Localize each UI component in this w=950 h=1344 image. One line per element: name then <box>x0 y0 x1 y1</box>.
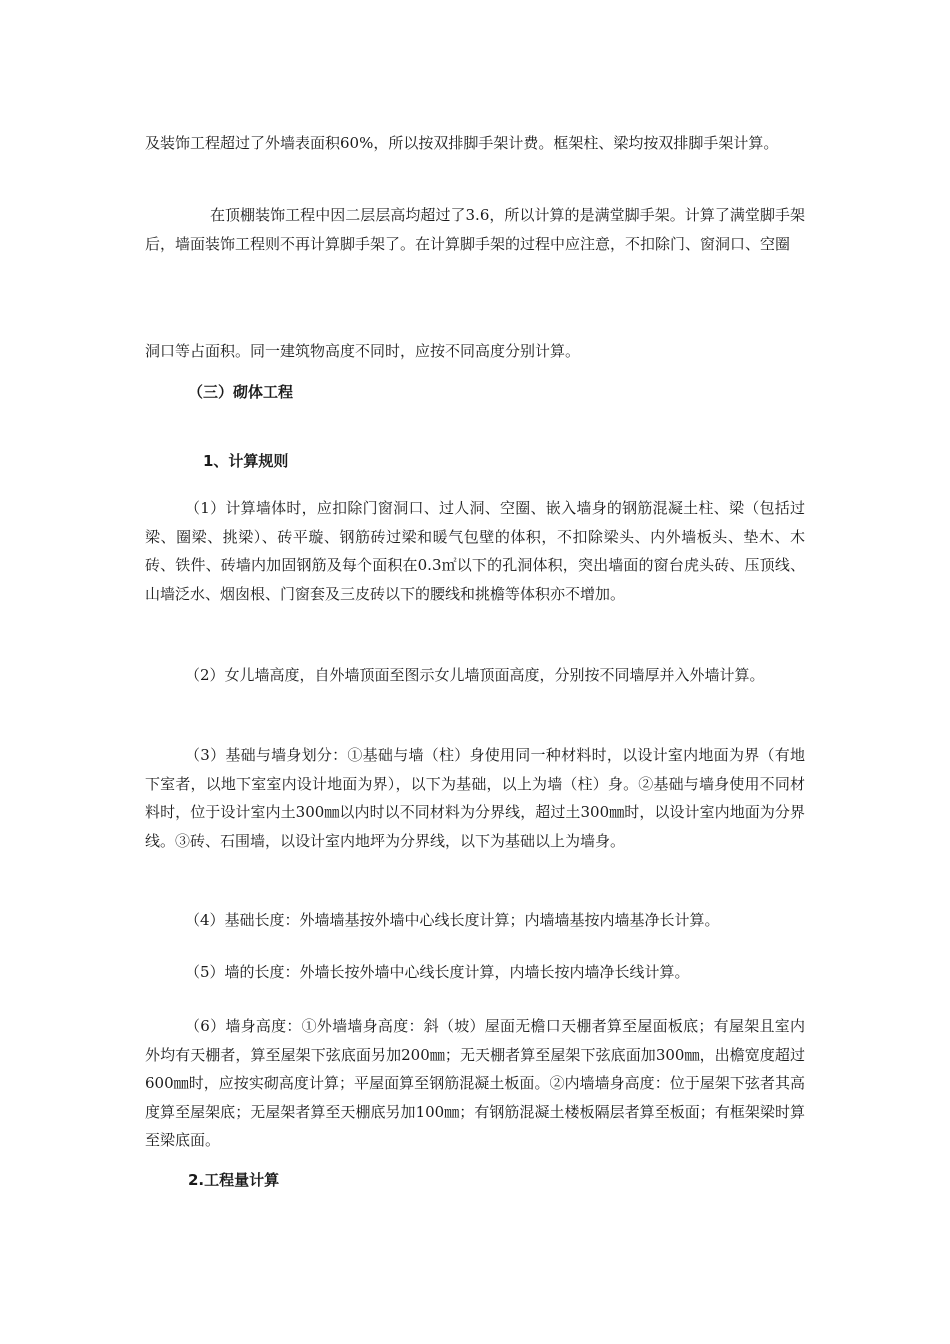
rule-item-3: （3）基础与墙身划分：①基础与墙（柱）身使用同一种材料时，以设计室内地面为界（有地下室者，以地下室室内设计地面为界），以下为基础，以上为墙（柱）身。②基础与墙身使用不同材料时，位于设计室内土300㎜以内时以不同材料为分界线，超过土300㎜时，以设计室内地面为分界线。③砖、石围墙，以设计室内地坪为分界线，以下为基础以上为墙身。 <box>145 746 805 850</box>
paragraph-opening-area: 洞口等占面积。同一建筑物高度不同时，应按不同高度分别计算。 <box>145 342 581 360</box>
section-heading-masonry: （三）砌体工程 <box>188 383 294 401</box>
rule-item-1: （1）计算墙体时，应扣除门窗洞口、过人洞、空圈、嵌入墙身的钢筋混凝土柱、梁（包括过梁、圈梁、挑梁）、砖平璇、钢筋砖过梁和暖气包壁的体积，不扣除梁头、内外墙板头、垫木、木砖、铁件、砖墙内加固钢筋及每个面积在0.3㎡以下的孔洞体积，突出墙面的窗台虎头砖、压顶线、山墙泛水、烟囱根、门窗套及三皮砖以下的腰线和挑檐等体积亦不增加。 <box>145 499 805 603</box>
paragraph-ceiling-scaffold: 在顶棚装饰工程中因二层层高均超过了3.6，所以计算的是满堂脚手架。计算了满堂脚手架后，墙面装饰工程则不再计算脚手架了。在计算脚手架的过程中应注意，不扣除门、窗洞口、空圈 <box>145 206 805 253</box>
paragraph-scaffold-decoration: 及装饰工程超过了外墙表面积60%，所以按双排脚手架计费。框架柱、梁均按双排脚手架计算。 <box>145 134 779 152</box>
rule-item-6: （6）墙身高度：①外墙墙身高度：斜（坡）屋面无檐口天棚者算至屋面板底；有屋架且室内外均有天棚者，算至屋架下弦底面另加200㎜；无天棚者算至屋架下弦底面加300㎜，出檐宽度超过600㎜时，应按实砌高度计算；平屋面算至钢筋混凝土板面。②内墙墙身高度：位于屋架下弦者其高度算至屋架底；无屋架者算至天棚底另加100㎜；有钢筋混凝土楼板隔层者算至板面；有框架梁时算至梁底面。 <box>145 1017 805 1150</box>
rule-item-4: （4）基础长度：外墙墙基按外墙中心线长度计算；内墙墙基按内墙基净长计算。 <box>185 911 720 929</box>
subsection-heading-rules: 1、计算规则 <box>203 452 289 470</box>
rule-item-5: （5）墙的长度：外墙长按外墙中心线长度计算，内墙长按内墙净长线计算。 <box>185 963 690 981</box>
rule-item-2: （2）女儿墙高度，自外墙顶面至图示女儿墙顶面高度，分别按不同墙厚并入外墙计算。 <box>185 666 765 684</box>
subsection-heading-quantity: 2.工程量计算 <box>188 1171 280 1189</box>
